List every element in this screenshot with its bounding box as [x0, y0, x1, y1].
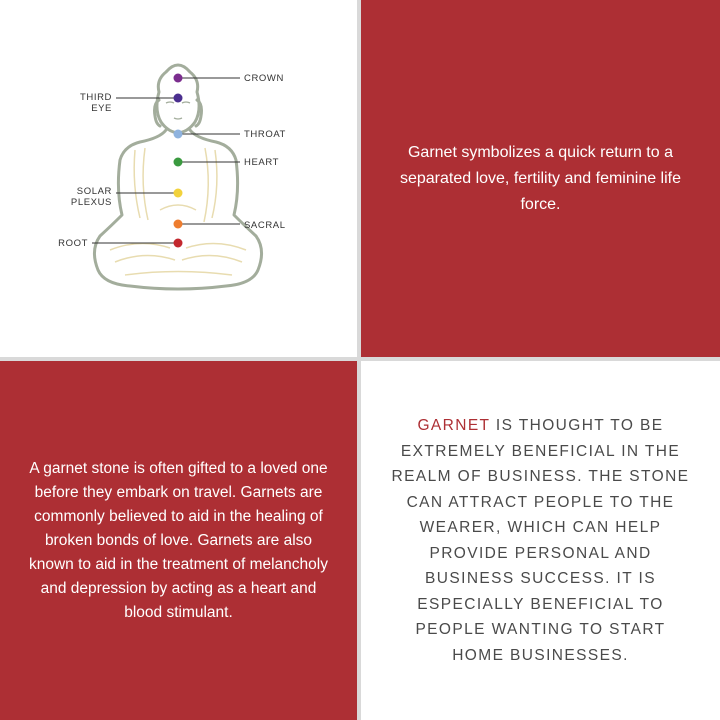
chakra-diagram [0, 0, 357, 357]
heart-label: HEART [244, 157, 280, 168]
symbolism-text: Garnet symbolizes a quick return to a separated love, fertility and feminine life force. [399, 143, 682, 213]
sacral-label: SACRAL [244, 220, 286, 231]
third-eye-label-2: EYE [91, 103, 112, 114]
business-panel [361, 361, 720, 720]
root-label: ROOT [58, 238, 88, 249]
symbolism-panel [361, 0, 720, 357]
body-outline [94, 130, 261, 289]
solar-plexus-label-2: PLEXUS [70, 197, 112, 208]
business-text [391, 413, 691, 668]
heart-chakra-dot [174, 158, 183, 167]
crown-label: CROWN [244, 73, 284, 84]
chakra-diagram-panel [0, 0, 357, 357]
throat-chakra-dot [174, 130, 183, 139]
gift-panel [0, 361, 357, 720]
solar-plexus-label-1: SOLAR [76, 186, 112, 197]
third-eye-chakra-dot [174, 94, 183, 103]
solar-plexus-chakra-dot [174, 189, 183, 198]
gift-text: A garnet stone is often gifted to a loved one before they embark on travel. Garnets are commonly believed to aid in the healing of broken bonds of love. Garnets are also known to aid in the treatment of melancholy and depression by acting as a heart and blood stimulant. [29, 459, 328, 621]
business-body: IS THOUGHT TO BE EXTREMELY BENEFICIAL IN THE REALM OF BUSINESS. THE STONE CAN ATTRACT PEOPLE TO THE WEARER, WHICH CAN HELP PROVIDE PERSONAL AND BUSINESS SUCCESS. IT IS ESPECIALLY BENEFICIAL TO PEOPLE WANTING TO START HOME BUSINESSES. [391, 417, 690, 664]
crown-chakra-dot [174, 74, 183, 83]
garnet-highlight: GARNET [417, 417, 491, 434]
third-eye-label-1: THIRD [79, 92, 112, 103]
throat-label: THROAT [244, 129, 286, 140]
root-chakra-dot [174, 239, 183, 248]
sacral-chakra-dot [174, 220, 183, 229]
